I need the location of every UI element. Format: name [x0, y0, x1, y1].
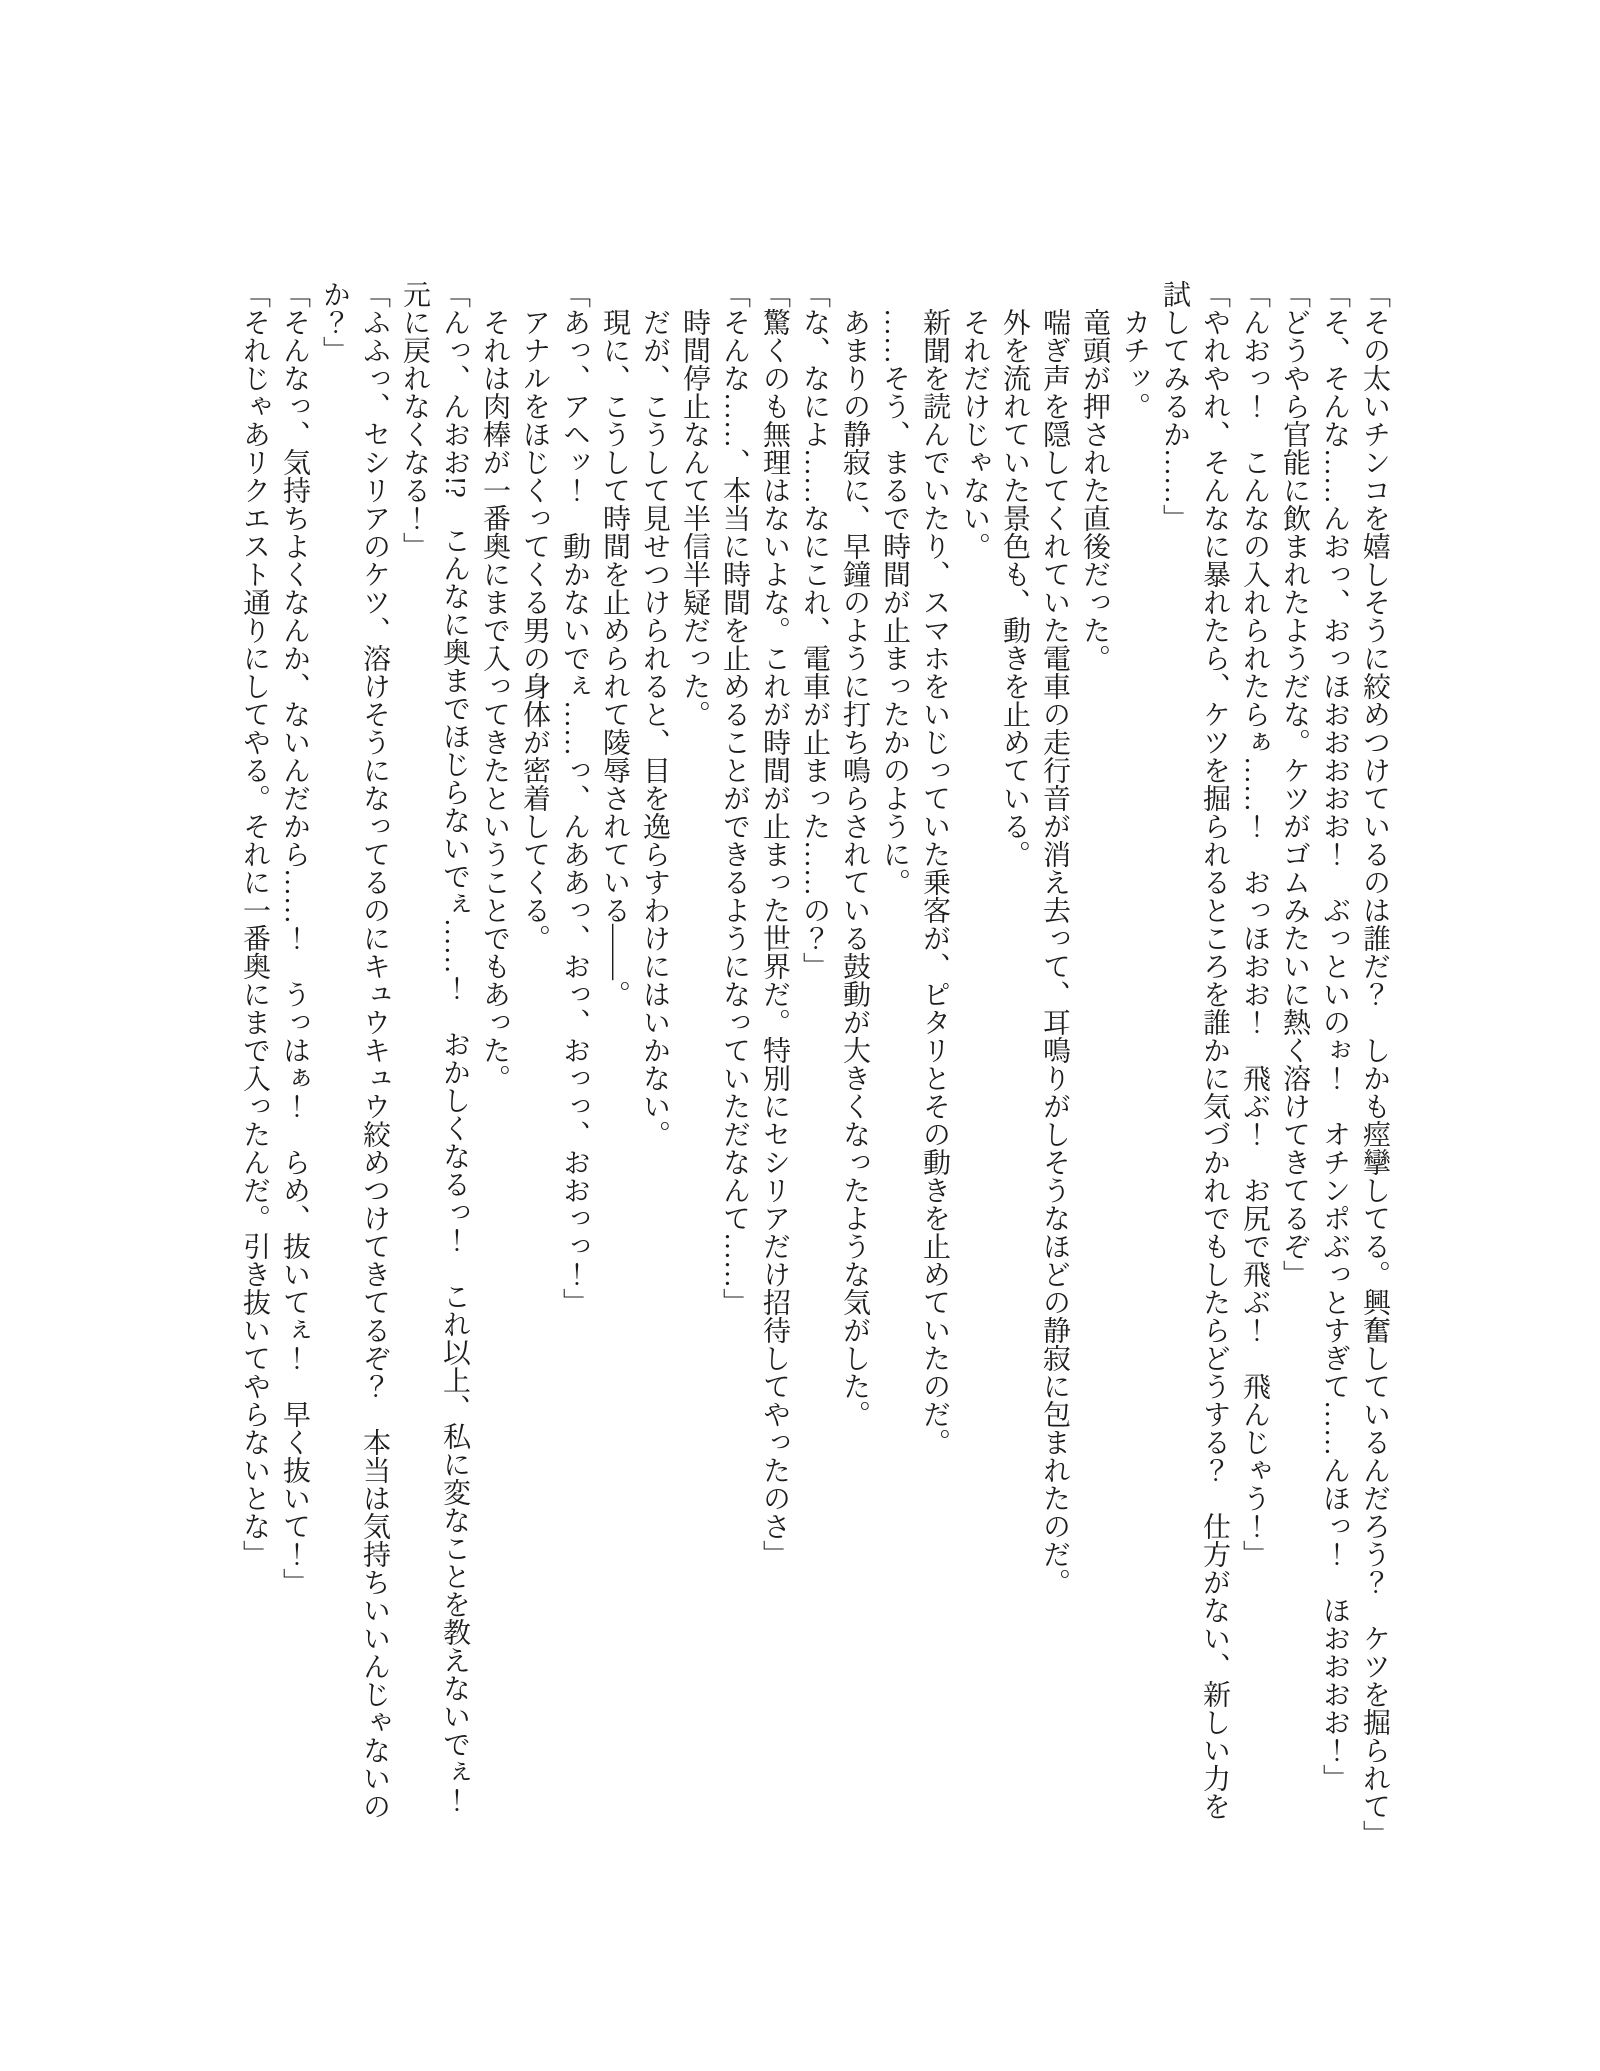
text-column-line: ……そう、まるで時間が止まったかのように。	[879, 308, 910, 896]
text-column-line: 時間停止なんて半信半疑だった。	[679, 308, 710, 728]
text-column-line: 喘ぎ声を隠してくれていた電車の走行音が消え去って、耳鳴りがしそうなほどの静寂に包まれたのだ。	[1039, 308, 1070, 1596]
text-column-line: それだけじゃない。	[959, 308, 990, 560]
text-column-line: 「驚くのも無理はないよな。これが時間が止まった世界だ。特別にセシリアだけ招待してやったのさ」	[759, 280, 790, 1568]
text-column-line: 「そんなっ、気持ちよくなんか、ないんだから……！ うっはぁ！ らめ、抜いてぇ！ 早く抜いて！」	[279, 280, 310, 1596]
text-column-line: 「あっ、アヘッ！ 動かないでぇ……っ、んああっ、おっ、おっっ、おおっっ！」	[559, 280, 590, 1316]
text-column-line: 「ふふっ、セシリアのケツ、溶けそうになってるのにキュウキュウ絞めつけてきてるぞ？ 本当は気持ちいいんじゃないの	[359, 280, 390, 1820]
text-column-line: 新聞を読んでいたり、スマホをいじっていた乗客が、ピタリとその動きを止めていたのだ。	[919, 308, 950, 1456]
text-column-line: 「んっ、んおお!? こんなに奥までほじらないでぇ……！ おかしくなるっ！ これ以上、私に変なことを教えないでぇ！	[439, 280, 470, 1814]
text-column-line: アナルをほじくってくる男の身体が密着してくる。	[519, 308, 550, 952]
text-column-line: 現に、こうして時間を止められて陵辱されている――。	[599, 308, 630, 1008]
text-column-line: 「その太いチンコを嬉しそうに絞めつけているのは誰だ？ しかも痙攣してる。興奮しているんだろう？ ケツを掘られて」	[1359, 280, 1390, 1848]
novel-text	[234, 280, 1394, 1862]
text-column-line: 竜頭が押された直後だった。	[1079, 308, 1110, 672]
text-column-line: 「そ、そんな……んおっ、おっほおおおおお！ ぶっといのぉ！ オチンポぶっとすぎて……んほっ！ ほおおおお！」	[1319, 280, 1350, 1792]
text-column-line: カチッ。	[1119, 308, 1150, 420]
text-column-line: 「な、なによ……なにこれ、電車が止まった……の？」	[799, 280, 830, 980]
text-column-line: 「やれやれ、そんなに暴れたら、ケツを掘られるところを誰かに気づかれでもしたらどうする？ 仕方がない、新しい力を	[1199, 280, 1230, 1820]
text-column-line: か？」	[319, 280, 350, 364]
text-column-line: 「それじゃあリクエスト通りにしてやる。それに一番奥にまで入ったんだ。引き抜いてやらないとな」	[239, 280, 270, 1568]
text-column-line: 「そんな……、本当に時間を止めることができるようになっていただなんて……」	[719, 280, 750, 1316]
text-column-line: 「どうやら官能に飲まれたようだな。ケツがゴムみたいに熱く溶けてきてるぞ」	[1279, 280, 1310, 1288]
text-column-line: だが、こうして見せつけられると、目を逸らすわけにはいかない。	[639, 308, 670, 1148]
text-column-line: 元に戻れなくなる！」	[399, 280, 430, 560]
text-column-line: あまりの静寂に、早鐘のように打ち鳴らされている鼓動が大きくなったような気がした。	[839, 308, 870, 1428]
text-column-line: 外を流れていた景色も、動きを止めている。	[999, 308, 1030, 868]
text-column-line: 「んおっ！ こんなの入れられたらぁ……！ おっほおお！ 飛ぶ！ お尻で飛ぶ！ 飛んじゃう！」	[1239, 280, 1270, 1568]
text-column-line: それは肉棒が一番奥にまで入ってきたということでもあった。	[479, 308, 510, 1092]
text-column-line: 試してみるか……」	[1159, 280, 1190, 532]
